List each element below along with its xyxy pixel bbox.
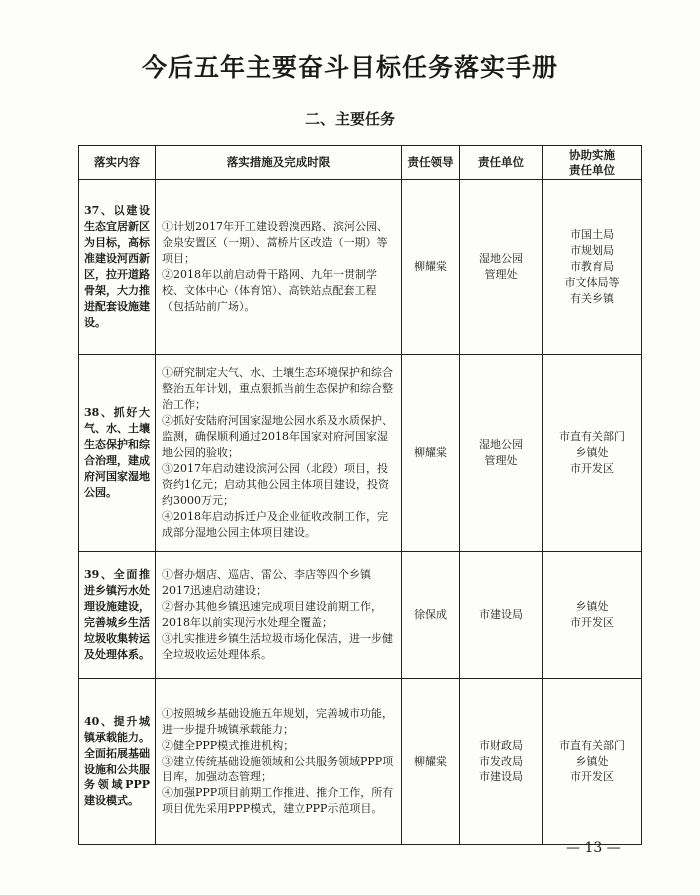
row-unit bbox=[460, 355, 543, 552]
task-table bbox=[78, 145, 642, 845]
assist-line: 市直有关部门 bbox=[559, 738, 625, 752]
row-content: 38、抓好大气、水、土壤生态保护和综合治理，建成府河国家湿地公园。 bbox=[79, 355, 156, 552]
measure-item: ④加强PPP项目前期工作推进、推介工作，所有项目优先采用PPP模式，建立PPP示范项目。 bbox=[162, 786, 394, 816]
table-row bbox=[79, 679, 642, 845]
assist-line: 乡镇处 bbox=[575, 754, 609, 768]
row-measures bbox=[156, 679, 402, 845]
table-row bbox=[79, 180, 642, 355]
assist-line: 市教育局 bbox=[570, 260, 614, 274]
assist-line: 市开发区 bbox=[570, 770, 614, 784]
row-assist bbox=[543, 552, 642, 679]
header-content: 落实内容 bbox=[79, 146, 156, 180]
row-unit bbox=[460, 679, 543, 845]
unit-line: 市财政局 bbox=[479, 738, 523, 752]
assist-line: 市直有关部门 bbox=[559, 430, 625, 444]
row-measures bbox=[156, 180, 402, 355]
measure-item: ③建立传统基础设施领域和公共服务领域PPP项目库，加强动态管理； bbox=[162, 754, 394, 784]
assist-line: 市开发区 bbox=[570, 616, 614, 629]
measure-item: ①督办烟店、巡店、雷公、李店等四个乡镇2017迅速启动建设； bbox=[162, 568, 371, 598]
table-row bbox=[79, 355, 642, 552]
measure-item: ②督办其他乡镇迅速完成项目建设前期工作，2018年以前实现污水处理全覆盖； bbox=[162, 600, 382, 629]
table-header-row bbox=[79, 146, 642, 180]
assist-line: 乡镇处 bbox=[575, 600, 609, 614]
assist-line: 市文体局等 bbox=[564, 275, 620, 289]
row-assist bbox=[543, 679, 642, 845]
unit-line: 管理处 bbox=[484, 268, 518, 281]
row-leader: 柳耀棠 bbox=[402, 355, 460, 552]
header-leader: 责任领导 bbox=[402, 146, 460, 180]
header-unit: 责任单位 bbox=[460, 146, 543, 180]
row-unit bbox=[460, 180, 543, 355]
unit-line: 管理处 bbox=[484, 454, 518, 467]
row-content: 39、全面推进乡镇污水处理设施建设，完善城乡生活垃圾收集转运及处理体系。 bbox=[79, 552, 156, 679]
measure-item: ②抓好安陆府河国家湿地公园水系及水质保护、监测，确保顺利通过2018年国家对府河国家湿地公园的验收； bbox=[162, 414, 393, 460]
header-assist: 协助实施 责任单位 bbox=[543, 146, 642, 180]
unit-line: 湿地公园 bbox=[479, 438, 523, 452]
assist-line: 有关乡镇 bbox=[570, 291, 614, 305]
unit-line: 市发改局 bbox=[479, 754, 523, 768]
measure-item: ②2018年以前启动骨干路网、九年一贯制学校、文体中心（体育馆）、高铁站点配套工程（包括站前广场）。 bbox=[162, 268, 377, 313]
row-assist bbox=[543, 355, 642, 552]
row-leader: 徐保成 bbox=[402, 552, 460, 679]
row-leader: 柳耀棠 bbox=[402, 679, 460, 845]
measure-item: ①研究制定大气、水、土壤生态环境保护和综合整治五年计划，重点狠抓当前生态保护和综合整治工作； bbox=[162, 366, 393, 412]
unit-line: 湿地公园 bbox=[479, 252, 523, 266]
row-content: 40、提升城镇承载能力。全面拓展基础设施和公共服务领域PPP建设模式。 bbox=[79, 679, 156, 845]
section-title: 二、主要任务 bbox=[304, 110, 395, 128]
unit-line: 市建设局 bbox=[479, 608, 523, 622]
measure-item: ①按照城乡基础设施五年规划，完善城市功能，进一步提升城镇承载能力； bbox=[162, 706, 393, 736]
measure-item: ①计划2017年开工建设碧溴西路、滨河公园、金泉安置区（一期）、蒿桥片区改造（一期）等项目； bbox=[162, 220, 388, 266]
assist-line: 乡镇处 bbox=[575, 446, 609, 460]
measure-item: ②健全PPP模式推进机构； bbox=[162, 738, 295, 752]
row-measures bbox=[156, 552, 402, 679]
assist-line: 市规划局 bbox=[570, 244, 614, 258]
row-unit bbox=[460, 552, 543, 679]
table-row bbox=[79, 552, 642, 679]
row-content: 37、以建设生态宜居新区为目标，高标准建设河西新区，拉开道路骨架，大力推进配套设施建设。 bbox=[79, 180, 156, 355]
row-measures bbox=[156, 355, 402, 552]
header-measures: 落实措施及完成时限 bbox=[156, 146, 402, 180]
page-number: — 13 — bbox=[566, 840, 621, 856]
row-leader: 柳耀棠 bbox=[402, 180, 460, 355]
measure-item: ③2017年启动建设滨河公园（北段）项目，投资约1亿元；启动其他公园主体项目建设，投资约3000万元； bbox=[162, 461, 389, 507]
assist-line: 市国土局 bbox=[570, 228, 614, 242]
assist-line: 市开发区 bbox=[570, 461, 614, 475]
measure-item: ③扎实推进乡镇生活垃圾市场化保洁，进一步健全垃圾收运处理体系。 bbox=[162, 631, 393, 661]
measure-item: ④2018年启动拆迁户及企业征收改制工作，完成部分湿地公园主体项目建设。 bbox=[162, 509, 388, 539]
row-assist bbox=[543, 180, 642, 355]
unit-line: 市建设局 bbox=[479, 770, 523, 784]
page-title: 今后五年主要奋斗目标任务落实手册 bbox=[141, 53, 558, 82]
